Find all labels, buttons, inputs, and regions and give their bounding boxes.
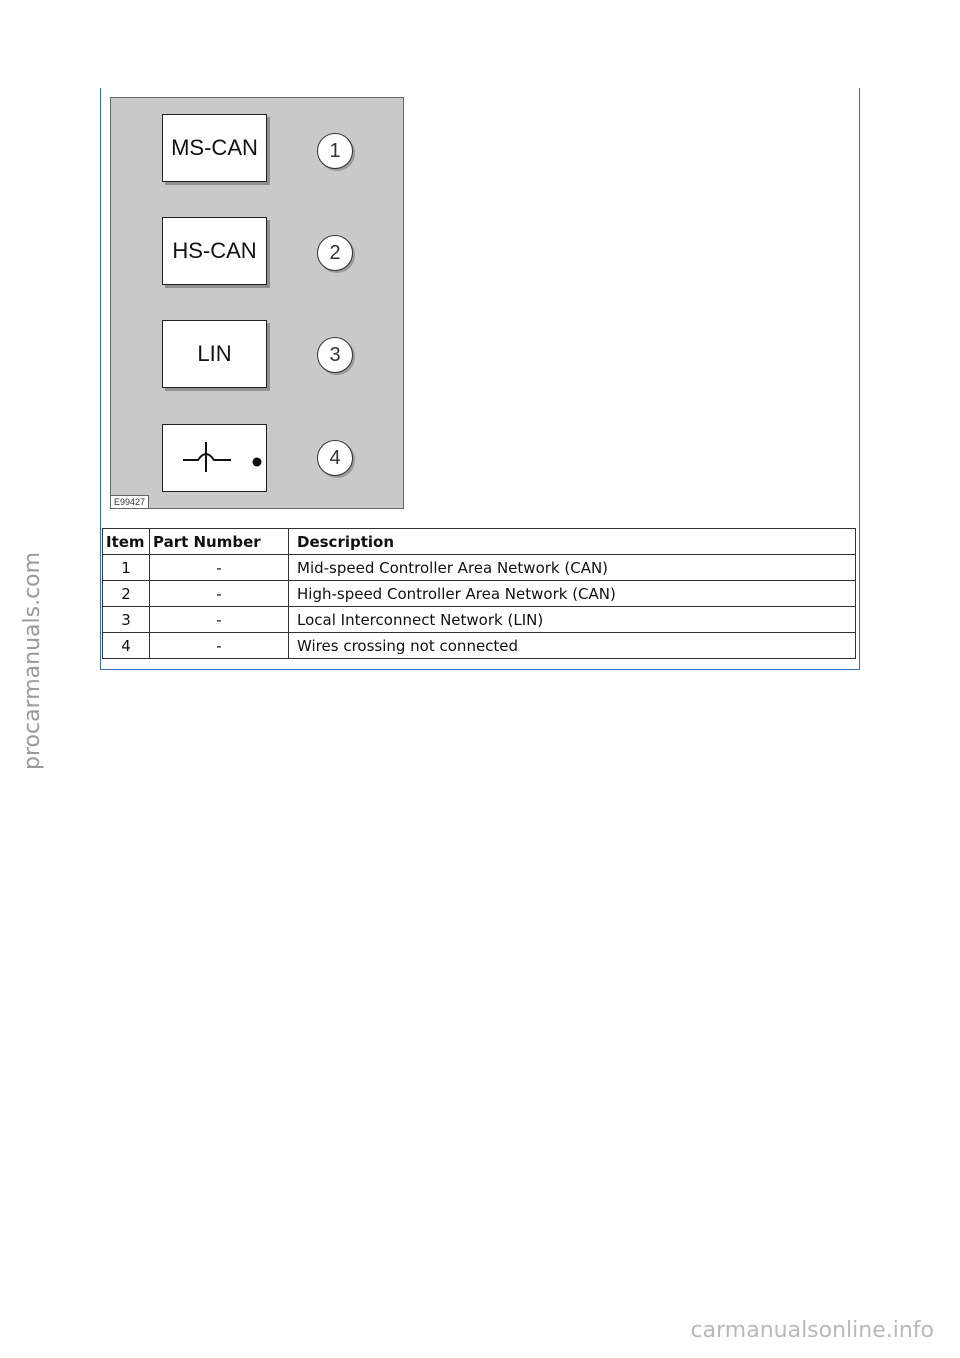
header-part-number: Part Number xyxy=(150,529,289,555)
symbol-lin: LIN xyxy=(162,320,267,388)
legend-header-row xyxy=(103,529,856,555)
callout-3: 3 xyxy=(317,337,353,373)
symbol-hs-can: HS-CAN xyxy=(162,217,267,285)
side-watermark: procarmanuals.com xyxy=(20,551,45,770)
symbol-ms-can: MS-CAN xyxy=(162,114,267,182)
row-item: 4 xyxy=(103,633,150,659)
table-row xyxy=(103,555,856,581)
row-item: 3 xyxy=(103,607,150,633)
row-part-number: - xyxy=(150,607,289,633)
callout-2: 2 xyxy=(317,235,353,271)
row-part-number: - xyxy=(150,581,289,607)
header-item: Item xyxy=(103,529,150,555)
network-symbols-figure xyxy=(110,97,404,509)
row-description: Local Interconnect Network (LIN) xyxy=(289,607,856,633)
table-row xyxy=(103,581,856,607)
row-part-number: - xyxy=(150,555,289,581)
row-item: 2 xyxy=(103,581,150,607)
figure-id-label: E99427 xyxy=(111,495,149,508)
legend-table xyxy=(102,528,856,659)
row-description: High-speed Controller Area Network (CAN) xyxy=(289,581,856,607)
row-part-number: - xyxy=(150,633,289,659)
row-item: 1 xyxy=(103,555,150,581)
header-description: Description xyxy=(289,529,856,555)
row-description: Mid-speed Controller Area Network (CAN) xyxy=(289,555,856,581)
callout-4: 4 xyxy=(317,440,353,476)
table-row xyxy=(103,633,856,659)
symbol-wires-crossing xyxy=(162,424,267,492)
callout-1: 1 xyxy=(317,133,353,169)
table-row xyxy=(103,607,856,633)
wires-crossing-not-connected-icon xyxy=(165,426,265,490)
footer-watermark: carmanualsonline.info xyxy=(690,1318,934,1343)
row-description: Wires crossing not connected xyxy=(289,633,856,659)
